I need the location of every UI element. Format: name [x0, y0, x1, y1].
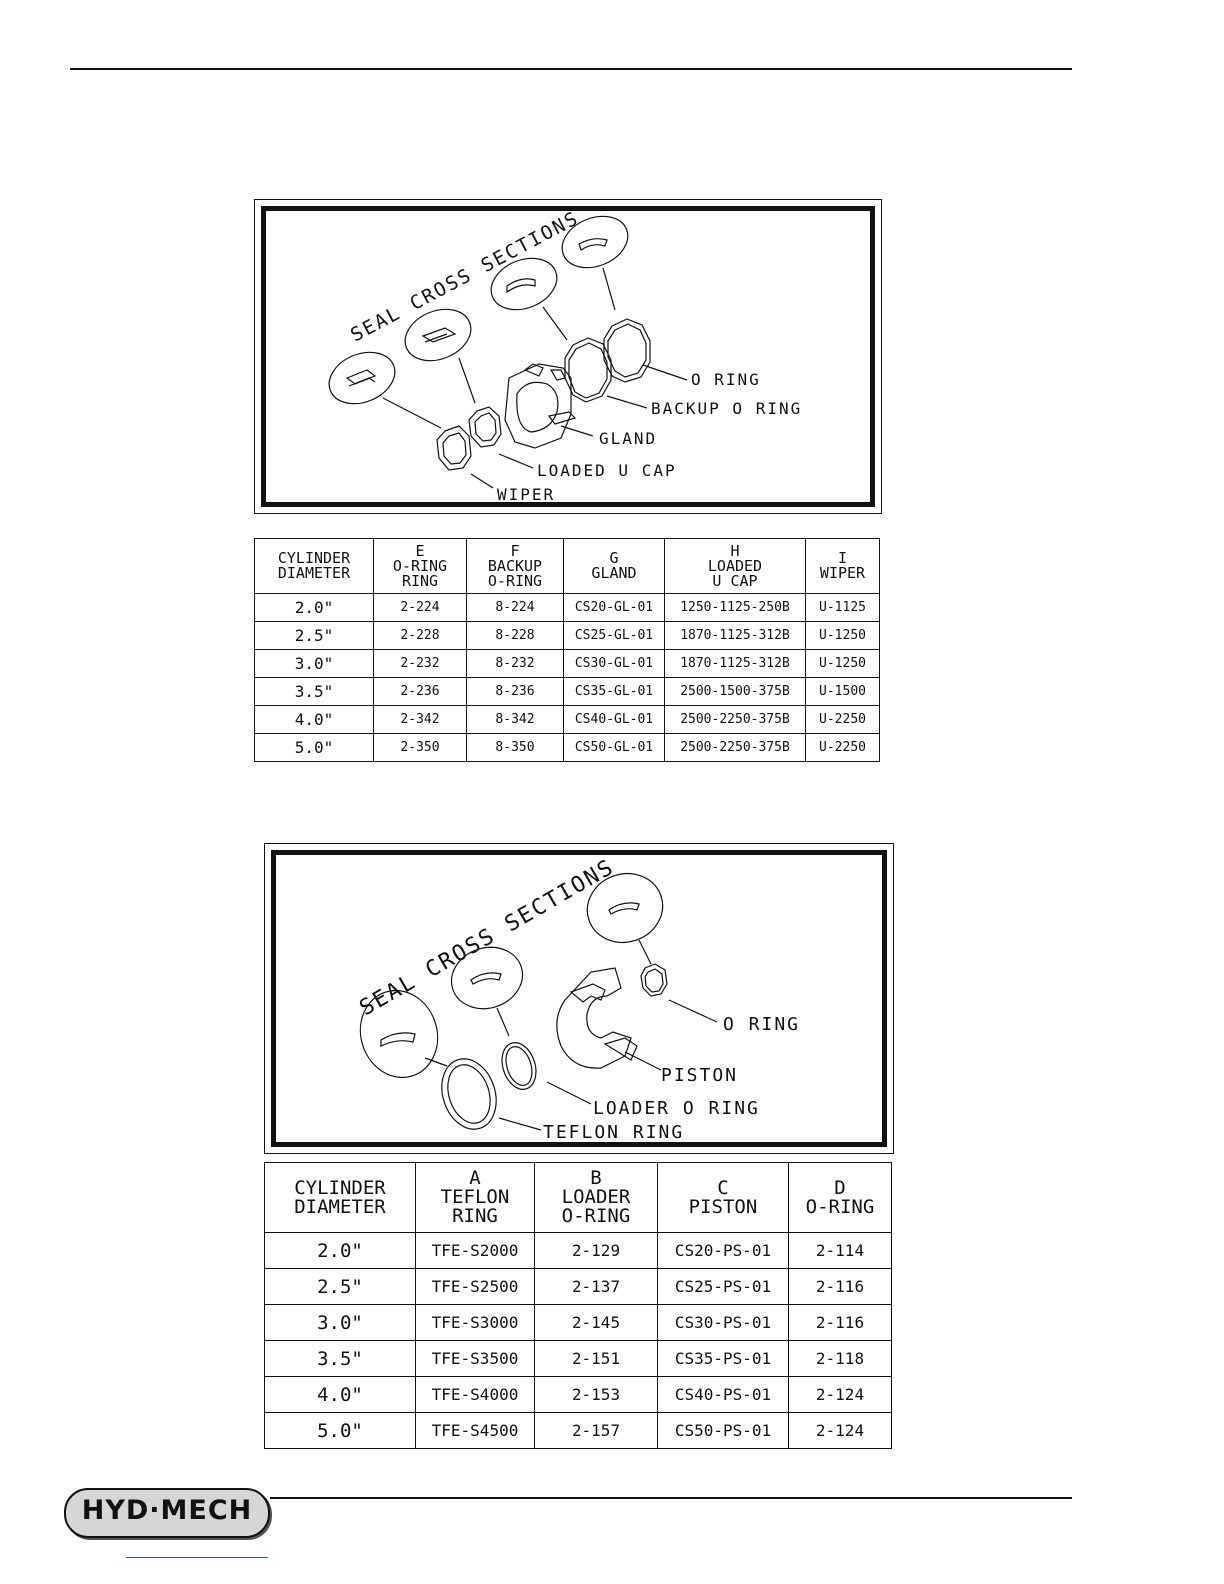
- table-row: [255, 678, 880, 706]
- table-cell: 2-145: [535, 1305, 658, 1341]
- table-cell: 2500-1500-375B: [665, 678, 806, 706]
- table-cell: 2-116: [789, 1269, 892, 1305]
- table-cell: 2-116: [789, 1305, 892, 1341]
- table-row: [255, 650, 880, 678]
- column-header: A TEFLON RING: [416, 1163, 535, 1233]
- label-piston: PISTON: [661, 1065, 739, 1086]
- column-header: CYLINDER DIAMETER: [255, 539, 374, 594]
- table-cell: 2500-2250-375B: [665, 734, 806, 762]
- section-heading: SEAL CROSS SECTIONS: [355, 854, 619, 1022]
- header-rule: [70, 68, 1072, 70]
- table-row: [255, 734, 880, 762]
- table-cell: CS35-PS-01: [658, 1341, 789, 1377]
- table-cell: CS35-GL-01: [564, 678, 665, 706]
- o-ring: [604, 319, 650, 382]
- piston-seal-diagram: [264, 843, 894, 1154]
- table-cell: 2-151: [535, 1341, 658, 1377]
- table-cell: U-1500: [806, 678, 880, 706]
- table-cell: 2-153: [535, 1377, 658, 1413]
- table-cell: 2-157: [535, 1413, 658, 1449]
- table-cell: 2500-2250-375B: [665, 706, 806, 734]
- table-cell: TFE-S3500: [416, 1341, 535, 1377]
- table-cell: 8-232: [467, 650, 564, 678]
- column-header: B LOADER O-RING: [535, 1163, 658, 1233]
- label-wiper: WIPER: [497, 485, 556, 504]
- table-cell: 2-114: [789, 1233, 892, 1269]
- table-cell: 2-236: [374, 678, 467, 706]
- table-cell: CS40-PS-01: [658, 1377, 789, 1413]
- table-row: [265, 1269, 892, 1305]
- table-row: [265, 1413, 892, 1449]
- gland-seal-table: [254, 538, 880, 762]
- table-row: [265, 1305, 892, 1341]
- table-cell: U-1250: [806, 650, 880, 678]
- gland-seal-drawing: [255, 200, 881, 513]
- table-cell: TFE-S4500: [416, 1413, 535, 1449]
- table-cell: 8-342: [467, 706, 564, 734]
- column-header: G GLAND: [564, 539, 665, 594]
- table-row: [255, 594, 880, 622]
- table-cell: 2-232: [374, 650, 467, 678]
- table-cell: CS30-GL-01: [564, 650, 665, 678]
- label-loader-o-ring: LOADER O RING: [593, 1098, 760, 1119]
- label-loaded-u-cap: LOADED U CAP: [537, 461, 677, 480]
- table-cell: 3.0": [255, 650, 374, 678]
- gland-seal-diagram: [254, 199, 882, 514]
- table-cell: 1870-1125-312B: [665, 622, 806, 650]
- label-o-ring: O RING: [723, 1014, 801, 1035]
- table-cell: 8-228: [467, 622, 564, 650]
- table-cell: CS20-GL-01: [564, 594, 665, 622]
- table-cell: CS30-PS-01: [658, 1305, 789, 1341]
- table-cell: 8-224: [467, 594, 564, 622]
- logo-text: HYD·MECH: [81, 1495, 253, 1526]
- table-cell: CS50-GL-01: [564, 734, 665, 762]
- table-row: [255, 706, 880, 734]
- column-header: D O-RING: [789, 1163, 892, 1233]
- table-cell: 2-350: [374, 734, 467, 762]
- column-header: H LOADED U CAP: [665, 539, 806, 594]
- table-cell: 2-342: [374, 706, 467, 734]
- table-cell: 2.5": [255, 622, 374, 650]
- table-cell: TFE-S4000: [416, 1377, 535, 1413]
- wiper-section-ellipse: [321, 343, 402, 413]
- table-cell: 2.5": [265, 1269, 416, 1305]
- table-cell: 4.0": [265, 1377, 416, 1413]
- table-cell: U-2250: [806, 734, 880, 762]
- table-cell: 1250-1125-250B: [665, 594, 806, 622]
- table-row: [265, 1377, 892, 1413]
- table-cell: U-1125: [806, 594, 880, 622]
- column-header: CYLINDER DIAMETER: [265, 1163, 416, 1233]
- table-cell: 3.5": [265, 1341, 416, 1377]
- table-cell: 2-228: [374, 622, 467, 650]
- column-header: C PISTON: [658, 1163, 789, 1233]
- table-cell: 3.0": [265, 1305, 416, 1341]
- gland-body: [505, 364, 571, 448]
- table-cell: 2-137: [535, 1269, 658, 1305]
- column-header: I WIPER: [806, 539, 880, 594]
- label-gland: GLAND: [599, 429, 658, 448]
- table-cell: 4.0": [255, 706, 374, 734]
- column-header: E O-RING RING: [374, 539, 467, 594]
- loader-o-ring: [496, 1038, 541, 1094]
- table-row: [265, 1341, 892, 1377]
- table-header-row: [265, 1163, 892, 1233]
- table-cell: 8-236: [467, 678, 564, 706]
- table-cell: 3.5": [255, 678, 374, 706]
- table-cell: 2-118: [789, 1341, 892, 1377]
- table-cell: U-1250: [806, 622, 880, 650]
- piston-seal-drawing: [265, 844, 893, 1153]
- label-o-ring: O RING: [691, 370, 761, 389]
- table-cell: CS50-PS-01: [658, 1413, 789, 1449]
- table-row: [255, 622, 880, 650]
- table-cell: CS40-GL-01: [564, 706, 665, 734]
- table-cell: 1870-1125-312B: [665, 650, 806, 678]
- table-cell: TFE-S2500: [416, 1269, 535, 1305]
- table-row: [265, 1233, 892, 1269]
- table-cell: CS25-GL-01: [564, 622, 665, 650]
- table-cell: 2-129: [535, 1233, 658, 1269]
- table-cell: 8-350: [467, 734, 564, 762]
- footer-link-underline: [126, 1557, 268, 1558]
- table-cell: 5.0": [255, 734, 374, 762]
- table-cell: CS25-PS-01: [658, 1269, 789, 1305]
- table-cell: 5.0": [265, 1413, 416, 1449]
- table-cell: 2-124: [789, 1413, 892, 1449]
- label-backup-o-ring: BACKUP O RING: [651, 399, 803, 418]
- table-cell: 2.0": [255, 594, 374, 622]
- table-cell: TFE-S2000: [416, 1233, 535, 1269]
- piston-seal-table: [264, 1162, 892, 1449]
- table-cell: CS20-PS-01: [658, 1233, 789, 1269]
- hyd-mech-logo: [64, 1488, 270, 1538]
- table-header-row: [255, 539, 880, 594]
- table-cell: 2-224: [374, 594, 467, 622]
- table-cell: 2-124: [789, 1377, 892, 1413]
- column-header: F BACKUP O-RING: [467, 539, 564, 594]
- footer-rule: [270, 1497, 1072, 1499]
- section-heading: SEAL CROSS SECTIONS: [347, 207, 583, 347]
- table-cell: U-2250: [806, 706, 880, 734]
- label-teflon-ring: TEFLON RING: [543, 1122, 685, 1143]
- table-cell: TFE-S3000: [416, 1305, 535, 1341]
- table-cell: 2.0": [265, 1233, 416, 1269]
